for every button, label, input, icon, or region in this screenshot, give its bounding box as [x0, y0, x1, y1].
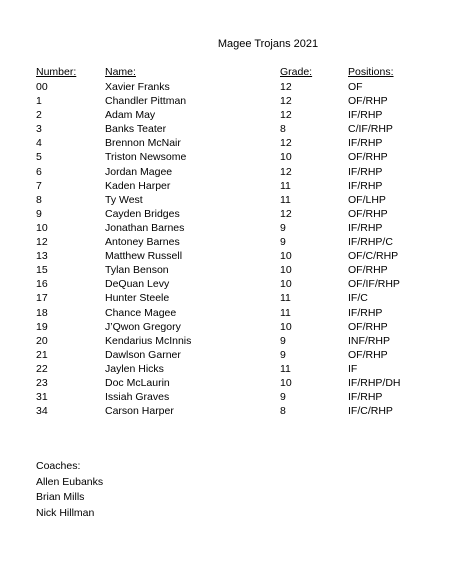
player-number: 8 — [36, 193, 42, 206]
player-number: 18 — [36, 306, 48, 319]
player-name: Hunter Steele — [105, 292, 170, 305]
player-positions: IF/RHP/DH — [348, 376, 401, 389]
player-number: 16 — [36, 278, 48, 291]
page-title: Magee Trojans 2021 — [217, 38, 319, 50]
coaches-section — [36, 459, 103, 521]
player-positions: OF/RHP — [348, 348, 388, 361]
player-grade: 12 — [280, 165, 292, 178]
player-positions: OF — [348, 81, 363, 93]
roster-list — [0, 80, 474, 418]
roster-row — [0, 348, 474, 362]
player-name: Cayden Bridges — [105, 207, 180, 220]
player-positions: IF/RHP — [348, 137, 383, 150]
player-grade: 10 — [280, 264, 292, 277]
player-number: 9 — [36, 207, 42, 220]
player-grade: 9 — [280, 391, 286, 404]
player-positions: IF/RHP/C — [348, 236, 393, 249]
player-number: 6 — [36, 165, 42, 178]
player-name: Jonathan Barnes — [105, 221, 185, 234]
player-grade: 9 — [280, 348, 286, 361]
player-grade: 8 — [280, 123, 286, 136]
player-grade: 11 — [280, 306, 291, 319]
roster-row — [0, 263, 474, 277]
player-grade: 11 — [280, 179, 291, 192]
player-name: Adam May — [105, 109, 156, 122]
player-grade: 9 — [280, 334, 286, 347]
player-positions: OF/RHP — [348, 320, 388, 333]
player-name: Issiah Graves — [105, 391, 170, 404]
player-name: Kaden Harper — [105, 179, 171, 192]
roster-row — [0, 108, 474, 122]
roster-row — [0, 362, 474, 376]
player-positions: OF/IF/RHP — [348, 278, 400, 291]
roster-row — [0, 193, 474, 207]
player-positions: INF/RHP — [348, 334, 390, 347]
player-grade: 12 — [280, 81, 292, 93]
player-name: Jaylen Hicks — [105, 362, 164, 375]
roster-row — [0, 165, 474, 179]
player-name: J’Qwon Gregory — [105, 320, 181, 333]
player-name: Brennon McNair — [105, 137, 181, 150]
roster-row — [0, 376, 474, 390]
coach-name: Brian Mills — [36, 491, 85, 503]
header-number: Number: — [36, 66, 77, 78]
player-grade: 9 — [280, 236, 286, 249]
player-number: 2 — [36, 109, 42, 122]
player-name: Chance Magee — [105, 306, 177, 319]
roster-row — [0, 94, 474, 108]
coaches-heading: Coaches: — [36, 460, 81, 472]
roster-row — [0, 320, 474, 334]
player-name: Ty West — [105, 193, 143, 206]
roster-row — [0, 277, 474, 291]
player-grade: 10 — [280, 250, 292, 263]
player-grade: 10 — [280, 376, 292, 389]
roster-row — [0, 221, 474, 235]
player-number: 22 — [36, 362, 48, 375]
player-grade: 10 — [280, 151, 292, 164]
player-number: 31 — [36, 391, 48, 404]
header-grade: Grade: — [280, 66, 313, 78]
player-name: Tylan Benson — [105, 264, 169, 277]
player-grade: 9 — [280, 221, 286, 234]
player-number: 20 — [36, 334, 48, 347]
player-grade: 8 — [280, 405, 286, 418]
player-grade: 10 — [280, 278, 292, 291]
player-name: Triston Newsome — [105, 151, 187, 164]
roster-row — [0, 136, 474, 150]
player-number: 1 — [36, 95, 42, 108]
player-grade: 12 — [280, 109, 292, 122]
player-name: DeQuan Levy — [105, 278, 170, 291]
player-positions: IF/RHP — [348, 179, 383, 192]
roster-row — [0, 150, 474, 164]
player-number: 19 — [36, 320, 48, 333]
header-name: Name: — [105, 66, 136, 78]
player-number: 10 — [36, 221, 48, 234]
player-positions: OF/RHP — [348, 95, 388, 108]
player-grade: 12 — [280, 207, 292, 220]
coach-name: Nick Hillman — [36, 506, 95, 519]
player-positions: C/IF/RHP — [348, 123, 393, 136]
player-grade: 12 — [280, 137, 292, 150]
roster-row — [0, 291, 474, 305]
player-name: Carson Harper — [105, 405, 174, 418]
player-positions: IF/RHP — [348, 165, 383, 178]
player-grade: 12 — [280, 95, 292, 108]
roster-header — [0, 65, 474, 79]
player-name: Dawlson Garner — [105, 348, 181, 361]
roster-row — [0, 80, 474, 94]
player-name: Doc McLaurin — [105, 376, 170, 389]
player-grade: 11 — [280, 362, 291, 375]
player-positions: OF/RHP — [348, 151, 388, 164]
roster-row — [0, 235, 474, 249]
player-name: Antoney Barnes — [105, 236, 180, 249]
player-number: 3 — [36, 123, 42, 136]
player-name: Chandler Pittman — [105, 95, 187, 108]
player-positions: IF — [348, 362, 358, 375]
player-positions: OF/RHP — [348, 264, 388, 277]
player-name: Banks Teater — [105, 123, 167, 136]
roster-row — [0, 249, 474, 263]
roster-row — [0, 179, 474, 193]
roster-row — [0, 207, 474, 221]
player-name: Matthew Russell — [105, 250, 183, 263]
player-number: 7 — [36, 179, 42, 192]
coach-name: Allen Eubanks — [36, 475, 104, 488]
player-number: 5 — [36, 151, 42, 164]
player-number: 12 — [36, 236, 48, 249]
player-number: 13 — [36, 250, 48, 263]
player-name: Jordan Magee — [105, 165, 173, 178]
player-name: Xavier Franks — [105, 81, 170, 93]
player-grade: 11 — [280, 193, 291, 206]
roster-row — [0, 122, 474, 136]
player-grade: 10 — [280, 320, 292, 333]
player-positions: OF/LHP — [348, 193, 386, 206]
player-number: 17 — [36, 292, 48, 305]
roster-row — [0, 306, 474, 320]
player-number: 4 — [36, 137, 42, 150]
player-number: 23 — [36, 376, 48, 389]
header-positions: Positions: — [348, 66, 394, 78]
player-grade: 11 — [280, 292, 291, 305]
player-number: 15 — [36, 264, 48, 277]
player-name: Kendarius McInnis — [105, 334, 192, 347]
player-positions: IF/C/RHP — [348, 405, 393, 418]
player-positions: OF/C/RHP — [348, 250, 399, 263]
player-positions: IF/RHP — [348, 391, 383, 404]
player-positions: IF/RHP — [348, 109, 383, 122]
player-positions: IF/RHP — [348, 221, 383, 234]
player-positions: IF/C — [348, 292, 368, 305]
player-number: 00 — [36, 81, 48, 93]
roster-row — [0, 390, 474, 404]
player-positions: OF/RHP — [348, 207, 388, 220]
player-number: 34 — [36, 405, 48, 418]
player-positions: IF/RHP — [348, 306, 383, 319]
roster-row — [0, 334, 474, 348]
player-number: 21 — [36, 348, 48, 361]
roster-row — [0, 404, 474, 418]
